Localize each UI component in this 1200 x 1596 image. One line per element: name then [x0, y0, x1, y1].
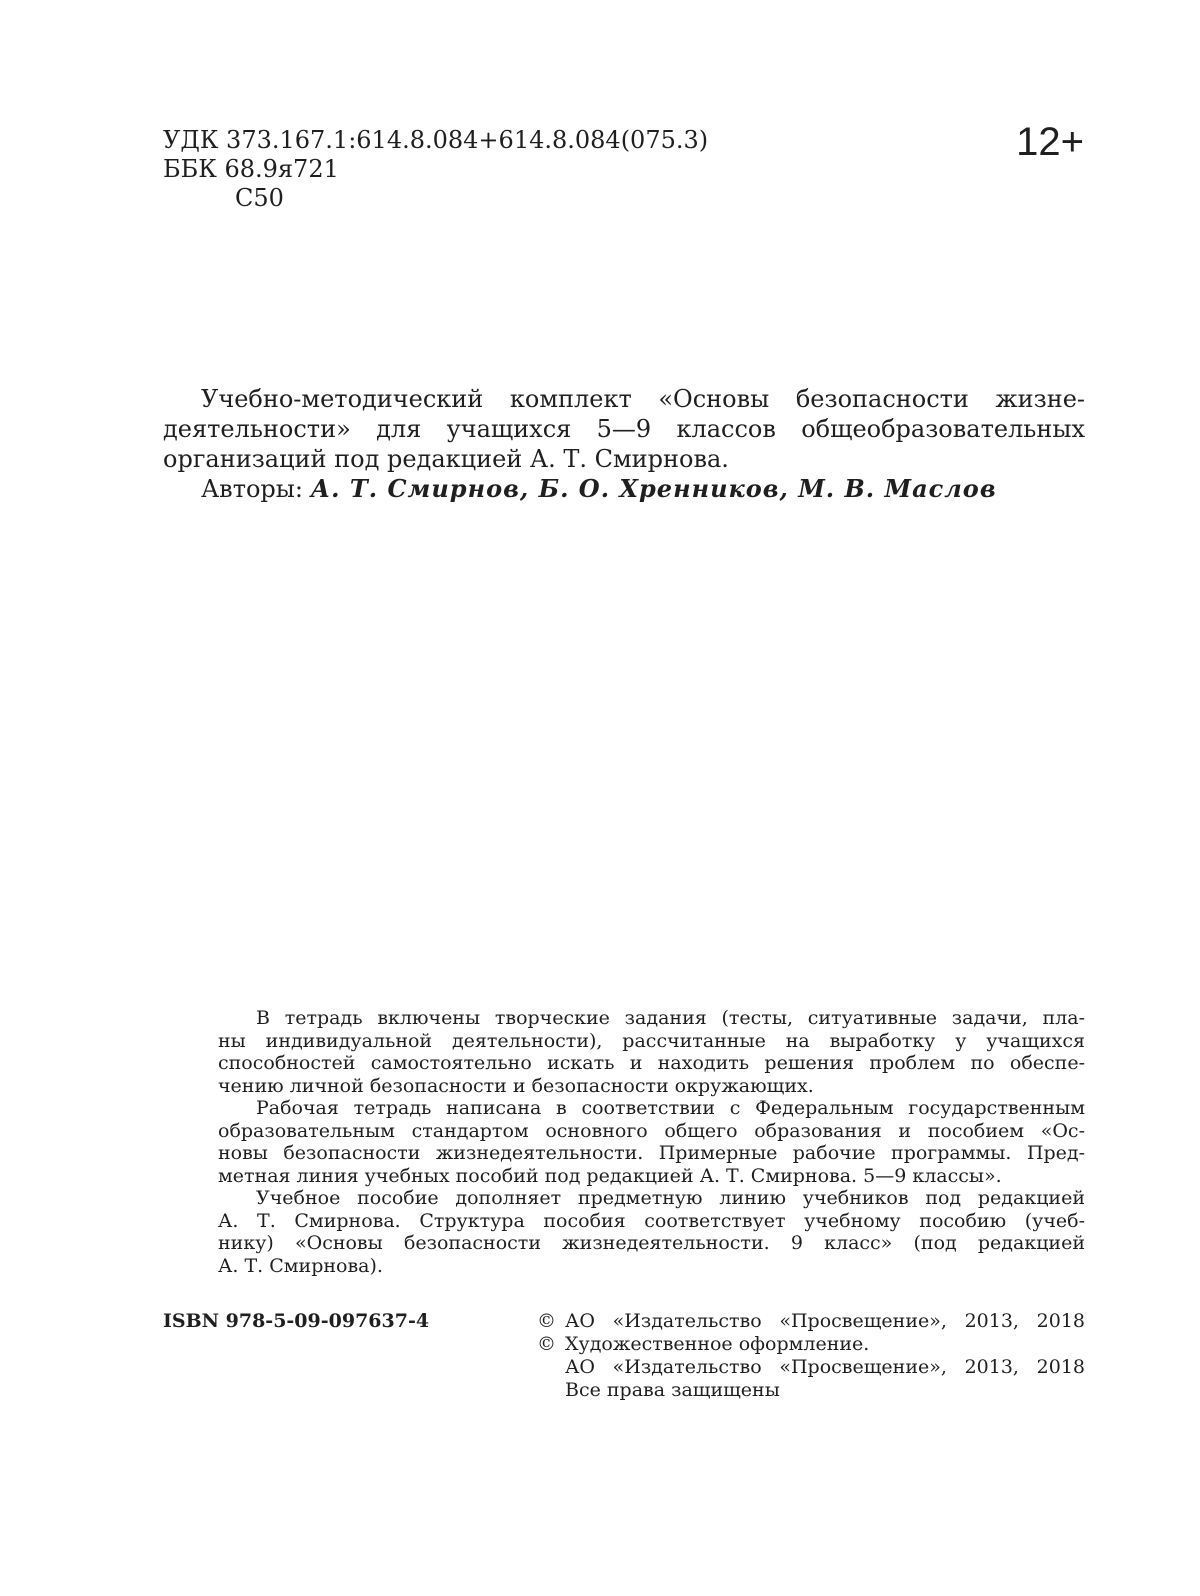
- series-line-2: деятельности» для учащихся 5—9 классов общеобразовательных: [163, 415, 1085, 443]
- copyright-row-4: [537, 1379, 1085, 1402]
- annotation-p1-l2: ны индивидуальной деятельности), рассчитанные на выработку у учащихся: [218, 1029, 1085, 1052]
- classification-block: [163, 126, 708, 213]
- bbk-code: ББК 68.9я721: [163, 155, 339, 183]
- copyright-line-1: АО «Издательство «Просвещение», 2013, 2018: [565, 1310, 1085, 1332]
- copyright-line-3: АО «Издательство «Просвещение», 2013, 2018: [565, 1356, 1085, 1378]
- annotation-p2-l3: новы безопасности жизнедеятельности. Примерные рабочие программы. Пред-: [218, 1142, 1085, 1164]
- author-mark: С50: [235, 184, 284, 212]
- udc-code: УДК 373.167.1:614.8.084+614.8.084(075.3): [163, 126, 709, 154]
- copyright-icon: ©: [537, 1333, 556, 1355]
- series-line-1: Учебно-методический комплект «Основы безопасности жизне-: [201, 385, 1085, 413]
- authors-names: А. Т. Смирнов, Б. О. Хренников, М. В. Маслов: [310, 474, 997, 503]
- age-rating: 12+: [1016, 120, 1084, 164]
- copyright-row-1: [537, 1310, 1085, 1333]
- annotation: [218, 1007, 1085, 1277]
- authors-line: [163, 474, 1085, 504]
- annotation-p1-l3: способностей самостоятельно искать и находить решения проблем по обеспе-: [218, 1052, 1085, 1074]
- copyright-block: [537, 1310, 1085, 1402]
- annotation-p3-l3: нику) «Основы безопасности жизнедеятельности. 9 класс» (под редакцией: [218, 1232, 1085, 1254]
- series-description: [163, 384, 1085, 504]
- annotation-p3-l1: Учебное пособие дополняет предметную линию учебников под редакцией: [256, 1187, 1085, 1209]
- annotation-p3-l4: А. Т. Смирнова).: [218, 1254, 383, 1277]
- authors-label: Авторы:: [201, 475, 303, 503]
- copyright-icon: ©: [537, 1310, 556, 1332]
- annotation-p3-l2: А. Т. Смирнова. Структура пособия соответствует учебному пособию (учеб-: [218, 1209, 1085, 1232]
- series-line-3: организаций под редакцией А. Т. Смирнова.: [163, 445, 729, 473]
- copyright-row-2: [537, 1333, 1085, 1356]
- copyright-line-2: Художественное оформление.: [565, 1333, 870, 1355]
- annotation-p2-l2: образовательным стандартом основного общего образования и пособием «Ос-: [218, 1119, 1085, 1142]
- annotation-p1-l4: чению личной безопасности и безопасности окружающих.: [218, 1074, 814, 1097]
- copyright-line-4: Все права защищены: [565, 1379, 780, 1401]
- annotation-p1-l1: В тетрадь включены творческие задания (тесты, ситуативные задачи, пла-: [256, 1007, 1085, 1029]
- copyright-row-3: [537, 1356, 1085, 1379]
- annotation-p2-l1: Рабочая тетрадь написана в соответствии с Федеральным государственным: [256, 1097, 1085, 1119]
- isbn: ISBN 978-5-09-097637-4: [163, 1310, 430, 1332]
- annotation-p2-l4: метная линия учебных пособий под редакцией А. Т. Смирнова. 5—9 классы».: [218, 1164, 1002, 1187]
